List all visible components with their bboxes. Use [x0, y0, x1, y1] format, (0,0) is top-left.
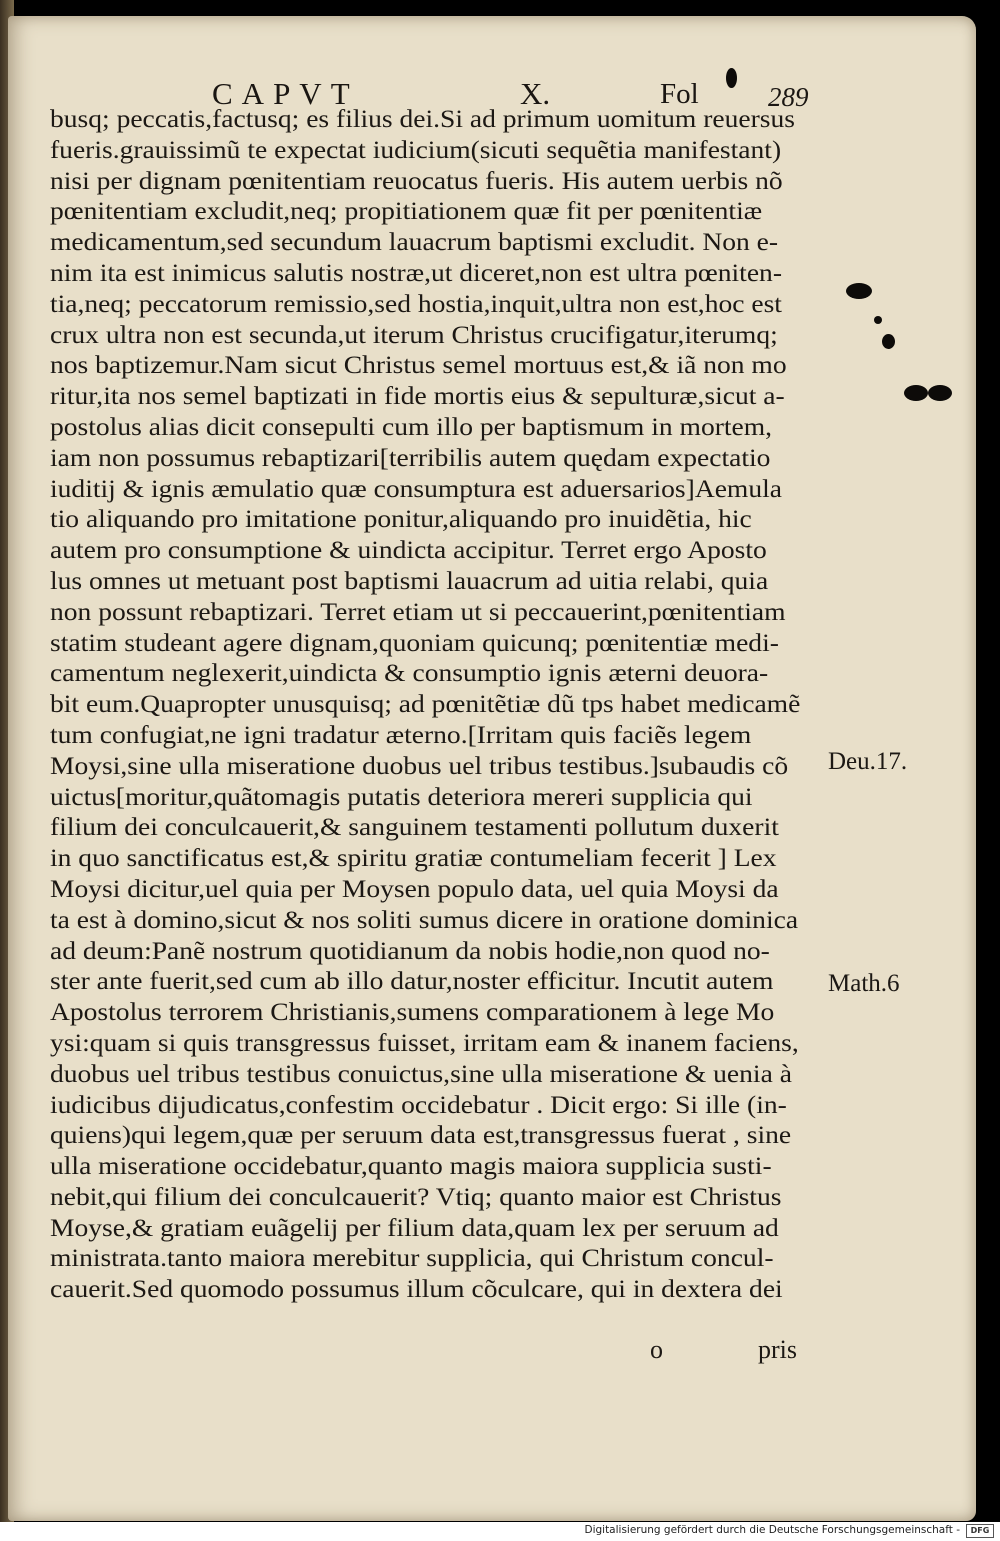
header-folio-label: Fol	[660, 78, 699, 110]
text-line: nisi per dignam pœnitentiam reuocatus fueris. His autem uerbis nõ	[50, 165, 783, 195]
text-line: postolus alias dicit consepulti cum illo per baptismum in mortem,	[50, 411, 773, 441]
text-line: nebit,qui filium dei conculcauerit? Vtiq; quanto maior est Christus	[50, 1181, 782, 1211]
header-caput: CAPVT	[212, 76, 359, 111]
margin-note-matthew: Math.6	[828, 970, 900, 997]
text-line: tum confugiat,ne igni tradatur æterno.[Irritam quis faciẽs legem	[50, 719, 752, 749]
page-footer	[0, 1335, 1000, 1371]
text-line: in quo sanctificatus est,& spiritu gratiæ contumeliam fecerit ] Lex	[50, 843, 777, 873]
text-line: quiens)qui legem,quæ per seruum data est,transgressus fuerat , sine	[50, 1120, 792, 1150]
text-line: busq; peccatis,factusq; es filius dei.Si ad primum uomitum reuersus	[50, 104, 795, 133]
ink-blot	[874, 316, 882, 324]
text-line: filium dei conculcauerit,& sanguinem testamenti pollutum duxerit	[50, 812, 779, 842]
text-line: autem pro consumptione & uindicta accipitur. Terret ergo Aposto	[50, 535, 767, 565]
text-line: Moysi dicitur,uel quia per Moysen populo data, uel quia Moysi da	[50, 873, 779, 903]
text-line: crux ultra non est secunda,ut iterum Christus crucifigatur,iterumq;	[50, 319, 778, 349]
text-line: pœnitentiam excludit,neq; propitiationem quæ fit per pœnitentiæ	[50, 196, 763, 226]
text-line: iam non possumus rebaptizari[terribilis autem quędam expectatio	[50, 442, 771, 472]
digitization-credit-bar	[0, 1522, 1000, 1541]
text-line: Moysi,sine ulla miseratione duobus uel tribus testibus.]subaudis cõ	[50, 750, 789, 780]
ink-blot	[928, 385, 952, 401]
text-line: ta est à domino,sicut & nos soliti sumus dicere in oratione dominica	[50, 904, 799, 934]
text-line: lus omnes ut metuant post baptismi lauacrum ad uitia relabi, quia	[50, 565, 769, 595]
text-line: nim ita est inimicus salutis nostræ,ut diceret,non est ultra pœniten-	[50, 257, 783, 287]
text-line: Moyse,& gratiam euãgelij per filium data,quam lex per seruum ad	[50, 1212, 779, 1242]
text-line: fueris.grauissimũ te expectat iudicium(sicuti sequẽtia manifestant)	[50, 134, 782, 164]
text-line: statim studeant agere dignam,quoniam quicunq; pœnitentiæ medi-	[50, 627, 779, 657]
credit-text: Digitalisierung gefördert durch die Deutsche Forschungsgemeinschaft -	[584, 1524, 960, 1536]
ink-blot	[904, 385, 928, 401]
margin-note-deuteronomy: Deu.17.	[828, 748, 908, 775]
signature-mark: o	[650, 1335, 663, 1364]
header-page-number: 289	[768, 82, 809, 112]
text-line: ysi:quam si quis transgressus fuisset, irritam eam & inanem faciens,	[50, 1027, 799, 1057]
text-line: ministrata.tanto maiora merebitur supplicia, qui Christum concul-	[50, 1243, 774, 1273]
text-line: tio aliquando pro imitatione ponitur,aliquando pro inuidẽtia, hic	[50, 504, 752, 534]
dfg-logo: DFG	[966, 1524, 994, 1538]
text-line: cauerit.Sed quomodo possumus illum cõculcare, qui in dextera dei	[50, 1274, 783, 1304]
text-line: iuditij & ignis æmulatio quæ consumptura est aduersarios]Aemula	[50, 473, 783, 503]
text-line: tia,neq; peccatorum remissio,sed hostia,inquit,ultra non est,hoc est	[50, 288, 782, 318]
ink-blot	[726, 68, 737, 88]
ink-blot	[882, 334, 895, 349]
text-line: camentum neglexerit,uindicta & consumptio ignis æterni deuora-	[50, 658, 769, 688]
text-line: ulla miseratione occidebatur,quanto magis maiora supplicia susti-	[50, 1151, 772, 1181]
text-line: Apostolus terrorem Christianis,sumens comparationem à lege Mo	[50, 997, 775, 1027]
text-line: duobus uel tribus testibus conuictus,sine ulla miseratione & uenia à	[50, 1058, 792, 1088]
text-line: bit eum.Quapropter unusquisq; ad pœnitẽtiæ dũ tps habet medicamẽ	[50, 689, 801, 719]
text-line: iudicibus dijudicatus,confestim occidebatur . Dicit ergo: Si ille (in-	[50, 1089, 787, 1119]
header-chapter-number: X.	[520, 76, 551, 111]
text-line: nos baptizemur.Nam sicut Christus semel mortuus est,& iã non mo	[50, 350, 787, 380]
catchword: pris	[758, 1335, 797, 1364]
text-line: ster ante fuerit,sed cum ab illo datur,noster efficitur. Incutit autem	[50, 966, 774, 996]
text-line: ad deum:Panẽ nostrum quotidianum da nobis hodie,non quod no-	[50, 935, 770, 965]
ink-blot	[846, 283, 872, 299]
text-line: uictus[moritur,quãtomagis putatis deteriora mereri supplicia qui	[50, 781, 753, 811]
text-line: ritur,ita nos semel baptizati in fide mortis eius & sepulturæ,sicut a-	[50, 381, 785, 411]
text-line: non possunt rebaptizari. Terret etiam ut si peccauerint,pœnitentiam	[50, 596, 786, 626]
body-text	[50, 104, 825, 1305]
text-line: medicamentum,sed secundum lauacrum baptismi excludit. Non e-	[50, 227, 779, 257]
